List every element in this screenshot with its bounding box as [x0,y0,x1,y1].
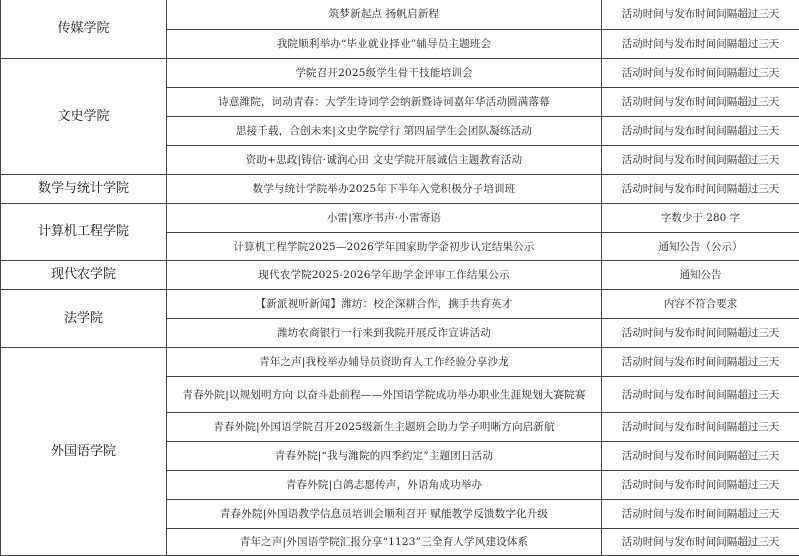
review-status: 活动时间与发布时间间隔超过三天 [602,117,799,146]
review-status: 活动时间与发布时间间隔超过三天 [602,377,799,413]
article-title: 青春外院|以规划明方向 以奋斗赴前程——外国语学院成功举办职业生涯规划大赛院赛 [167,377,602,413]
article-title: 资助+思政|铸信·诚润心田 文史学院开展诚信主题教育活动 [167,146,602,175]
table-row [1,290,799,319]
college-cell: 计算机工程学院 [1,204,167,261]
review-status: 活动时间与发布时间间隔超过三天 [602,0,799,30]
college-cell: 外国语学院 [1,348,167,556]
table-row [1,261,799,290]
article-title: 青春外院|“我与潍院的四季约定”主题团日活动 [167,442,602,471]
college-cell: 法学院 [1,290,167,348]
article-title: 青年之声|外国语学院汇报分享“1123”三全育人学风建设体系 [167,529,602,556]
review-status: 活动时间与发布时间间隔超过三天 [602,59,799,88]
review-status: 通知公告 [602,261,799,290]
article-title: 青春外院|白鸽志愿传声，外语角成功举办 [167,471,602,500]
table-row [1,59,799,88]
review-status: 活动时间与发布时间间隔超过三天 [602,348,799,377]
table-row [1,348,799,377]
review-status: 活动时间与发布时间间隔超过三天 [602,529,799,556]
table-row [1,175,799,204]
review-status: 活动时间与发布时间间隔超过三天 [602,413,799,442]
review-status: 内容不符合要求 [602,290,799,319]
review-status: 活动时间与发布时间间隔超过三天 [602,442,799,471]
college-cell: 文史学院 [1,59,167,175]
article-title: 现代农学院2025-2026学年助学金评审工作结果公示 [167,261,602,290]
review-status: 活动时间与发布时间间隔超过三天 [602,146,799,175]
article-title: 青春外院|外国语教学信息员培训会顺利召开 赋能教学反馈数字化升级 [167,500,602,529]
article-title: 潍坊农商银行一行来到我院开展反诈宣讲活动 [167,319,602,348]
table-row [1,204,799,233]
review-status: 活动时间与发布时间间隔超过三天 [602,471,799,500]
college-cell: 传媒学院 [1,0,167,59]
review-status: 通知公告（公示） [602,233,799,261]
article-title: 思接千载，合创未来|文史学院学行 第四届学生会团队凝练活动 [167,117,602,146]
article-title: 数学与统计学院举办2025年下半年入党积极分子培训班 [167,175,602,204]
article-title: 学院召开2025级学生骨干技能培训会 [167,59,602,88]
article-title: 青年之声|我校举办辅导员资助育人工作经验分享沙龙 [167,348,602,377]
review-status: 活动时间与发布时间间隔超过三天 [602,175,799,204]
article-title: 【新派视听新闻】潍坊：校企深耕合作，携手共育英才 [167,290,602,319]
article-title: 诗意潍院，词动青春：大学生诗词学会纳新暨诗词嘉年华活动圆满落幕 [167,88,602,117]
review-status: 活动时间与发布时间间隔超过三天 [602,319,799,348]
table-row [1,0,799,30]
article-title: 筑梦新起点 扬帆启新程 [167,0,602,30]
review-status: 字数少于 280 字 [602,204,799,233]
article-title: 我院顺利举办“毕业就业择业”辅导员主题班会 [167,30,602,59]
review-status: 活动时间与发布时间间隔超过三天 [602,88,799,117]
college-cell: 现代农学院 [1,261,167,290]
review-status: 活动时间与发布时间间隔超过三天 [602,500,799,529]
article-title: 计算机工程学院2025—2026学年国家助学金初步认定结果公示 [167,233,602,261]
article-title: 青春外院|外国语学院召开2025级新生主题班会助力学子明晰方向启新航 [167,413,602,442]
college-cell: 数学与统计学院 [1,175,167,204]
article-title: 小雷|寒序书声·小雷寄语 [167,204,602,233]
review-status: 活动时间与发布时间间隔超过三天 [602,30,799,59]
